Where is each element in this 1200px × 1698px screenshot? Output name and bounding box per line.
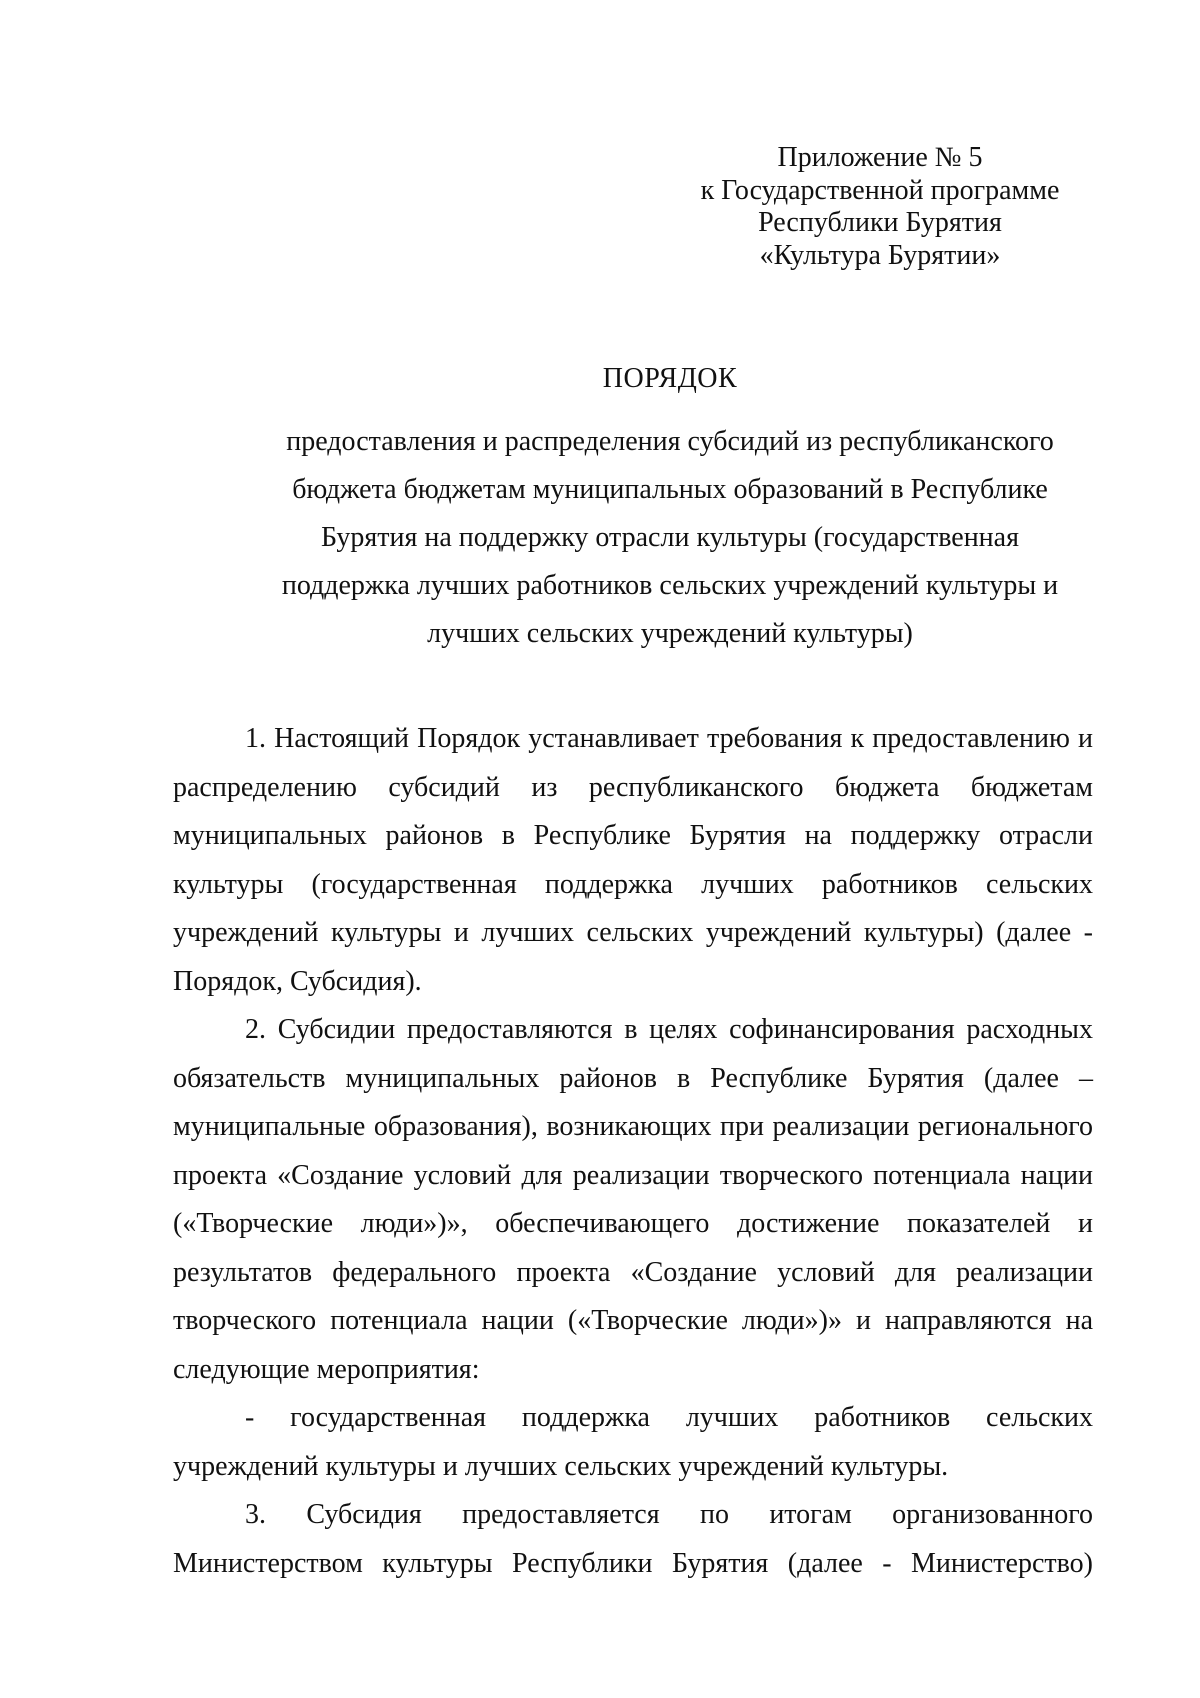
annex-header	[680, 142, 1080, 272]
document-title: ПОРЯДОК	[602, 363, 738, 394]
subtitle-line: бюджета бюджетам муниципальных образований в Республике	[292, 474, 1048, 505]
annex-line: Приложение № 5	[777, 142, 983, 173]
annex-line: Республики Бурятия	[758, 207, 1002, 238]
paragraph-1: 1. Настоящий Порядок устанавливает требования к предоставлению и распределению субсидий из республиканского бюджета бюджетам муниципальных районов в Республике Бурятия на поддержку отрасли культуры (государственная поддержка лучших работников сельских учреждений культуры и лучших сельских учреждений культуры) (далее - Порядок, Субсидия).	[173, 723, 1093, 997]
document-body	[173, 715, 1093, 1588]
paragraph-list-item: - государственная поддержка лучших работников сельских учреждений культуры и лучших сельских учреждений культуры.	[173, 1402, 1093, 1482]
paragraph-3: 3. Субсидия предоставляется по итогам организованного Министерством культуры Республики Бурятия (далее - Министерство)	[173, 1499, 1093, 1579]
subtitle-line: лучших сельских учреждений культуры)	[427, 618, 913, 649]
annex-line: к Государственной программе	[700, 174, 1060, 206]
subtitle-line: Бурятия на поддержку отрасли культуры (государственная	[321, 522, 1019, 553]
annex-line: «Культура Бурятии»	[759, 239, 1001, 271]
subtitle-line: поддержка лучших работников сельских учреждений культуры и	[281, 570, 1059, 601]
subtitle-line: предоставления и распределения субсидий из республиканского	[286, 426, 1054, 457]
document-subtitle	[270, 418, 1070, 658]
paragraph-2: 2. Субсидии предоставляются в целях софинансирования расходных обязательств муниципальных районов в Республике Бурятия (далее – муниципальные образования), возникающих при реализации регионального проекта «Создание условий для реализации творческого потенциала нации («Творческие люди»)», обеспечивающего достижение показателей и результатов федерального проекта «Создание условий для реализации творческого потенциала нации («Творческие люди»)» и направляются на следующие мероприятия:	[173, 1014, 1093, 1385]
